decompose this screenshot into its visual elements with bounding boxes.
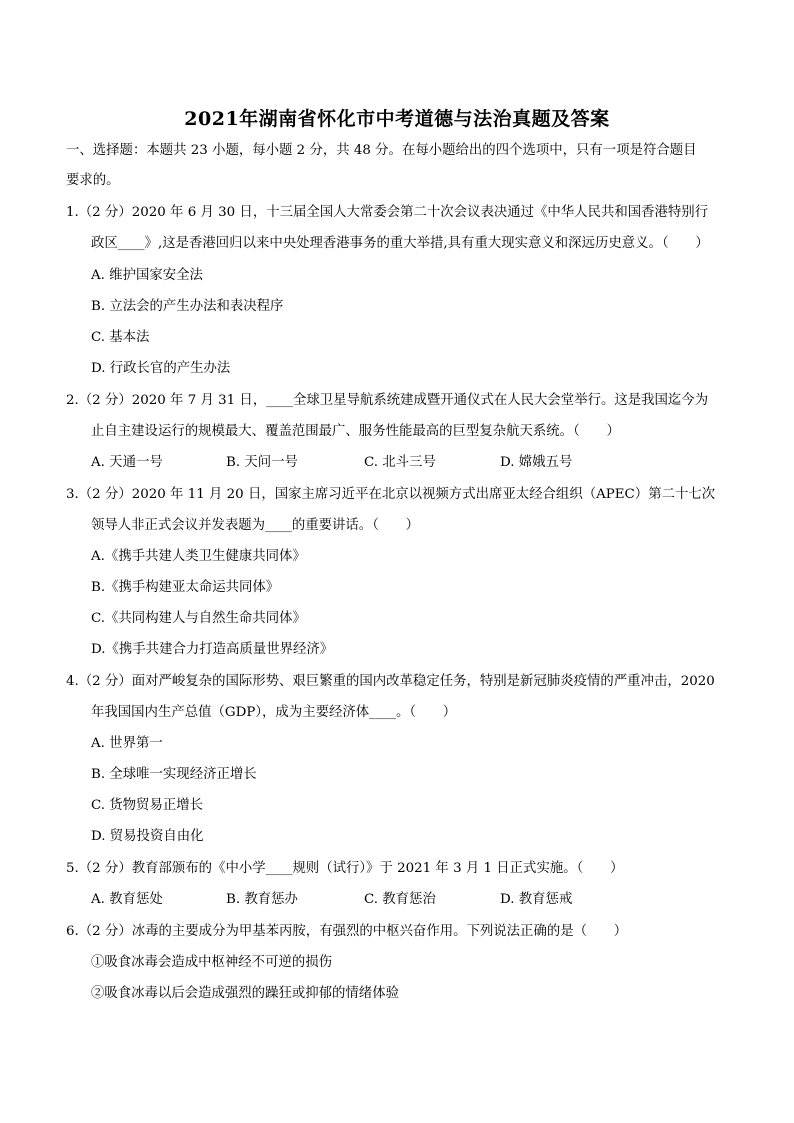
question-2-option-c: C. 北斗三号	[364, 455, 436, 470]
question-3-option-b: B.《携手构建亚太命运共同体》	[91, 580, 280, 595]
question-3-option-c: C.《共同构建人与自然生命共同体》	[91, 611, 306, 626]
question-2-stem-line-2: 止自主建设运行的规模最大、覆盖范围最广、服务性能最高的巨型复杂航天系统。（ ）	[91, 424, 620, 439]
question-5-option-d: D. 教育惩戒	[500, 892, 573, 907]
question-5-option-c: C. 教育惩治	[364, 892, 436, 907]
page-title: 2021年湖南省怀化市中考道德与法治真题及答案	[184, 108, 610, 130]
question-1-stem-line-2: 政区____》,这是香港回归以来中央处理香港事务的重大举措,具有重大现实意义和深远历史意义。（ ）	[91, 236, 709, 251]
question-4-option-d: D. 贸易投资自由化	[91, 829, 204, 844]
question-3-stem-line-2: 领导人非正式会议并发表题为____的重要讲话。（ ）	[91, 518, 420, 533]
question-4-option-c: C. 货物贸易正增长	[91, 798, 204, 813]
question-5-option-b: B. 教育惩办	[226, 892, 298, 907]
question-1-option-d: D. 行政长官的产生办法	[91, 361, 231, 376]
question-1-stem-line-1: 1.（2 分）2020 年 6 月 30 日，十三届全国人大常委会第二十次会议表决通过《中华人民共和国香港特别行	[66, 205, 709, 220]
question-3-option-d: D.《携手共建合力打造高质量世界经济》	[91, 642, 334, 657]
question-4-option-a: A. 世界第一	[91, 736, 163, 751]
question-6-stem-line-1: 6.（2 分）冰毒的主要成分为甲基苯丙胺，有强烈的中枢兴奋作用。下列说法正确的是（ ）	[66, 924, 628, 939]
question-4-option-b: B. 全球唯一实现经济正增长	[91, 767, 257, 782]
question-2-option-d: D. 嫦娥五号	[500, 455, 573, 470]
section-instructions-line-2: 要求的。	[66, 173, 120, 188]
question-3-stem-line-1: 3.（2 分）2020 年 11 月 20 日，国家主席习近平在北京以视频方式出席亚太经合组织（APEC）第二十七次	[66, 487, 716, 502]
question-4-stem-line-2: 年我国国内生产总值（GDP），成为主要经济体____。（ ）	[91, 705, 457, 720]
question-1-option-a: A. 维护国家安全法	[91, 268, 203, 283]
question-6-statement-1: ①吸食冰毒会造成中枢神经不可逆的损伤	[91, 955, 333, 970]
question-5-stem-line-1: 5.（2 分）教育部颁布的《中小学____规则（试行）》于 2021 年 3 月 1 日正式实施。（ ）	[66, 861, 624, 876]
question-2-stem-line-1: 2.（2 分）2020 年 7 月 31 日，____全球卫星导航系统建成暨开通仪式在人民大会堂举行。这是我国迄今为	[66, 393, 709, 408]
question-2-option-b: B. 天问一号	[226, 455, 298, 470]
question-1-option-c: C. 基本法	[91, 330, 150, 345]
section-instructions-line-1: 一、选择题：本题共 23 小题，每小题 2 分，共 48 分。在每小题给出的四个选项中，只有一项是符合题目	[66, 143, 697, 158]
question-6-statement-2: ②吸食冰毒以后会造成强烈的躁狂或抑郁的情绪体验	[91, 986, 399, 1001]
question-4-stem-line-1: 4.（2 分）面对严峻复杂的国际形势、艰巨繁重的国内改革稳定任务，特别是新冠肺炎疫情的严重冲击，2020	[66, 674, 715, 689]
question-2-option-a: A. 天通一号	[91, 455, 163, 470]
question-3-option-a: A.《携手共建人类卫生健康共同体》	[91, 549, 306, 564]
question-5-option-a: A. 教育惩处	[91, 892, 163, 907]
question-1-option-b: B. 立法会的产生办法和表决程序	[91, 299, 284, 314]
